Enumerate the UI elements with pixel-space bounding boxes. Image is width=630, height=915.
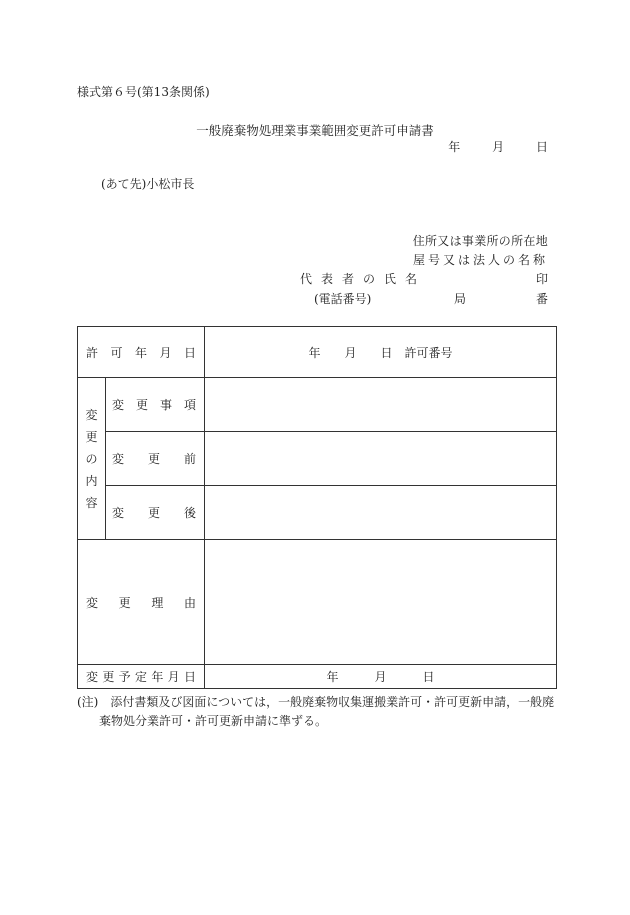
date-day: 日 <box>535 140 548 154</box>
seal-mark: 印 <box>535 272 548 286</box>
phone-exchange: 局 <box>454 292 467 306</box>
change-item-field[interactable] <box>205 378 557 432</box>
after-change-field[interactable] <box>205 486 557 540</box>
representative-label: 代表者の氏名 <box>300 272 427 286</box>
before-change-row <box>78 432 557 486</box>
business-name-label: 屋号又は法人の名称 <box>412 253 548 267</box>
date-year: 年 <box>448 140 461 154</box>
after-change-row <box>78 486 557 540</box>
before-change-field[interactable] <box>205 432 557 486</box>
change-item-label: 変 更 事 項 <box>106 378 205 432</box>
addressee: (あて先)小松市長 <box>101 177 195 191</box>
reason-label: 変 更 理 由 <box>78 540 205 665</box>
before-change-label: 変 更 前 <box>106 432 205 486</box>
permit-date-field[interactable]: 年 月 日 許可番号 <box>205 327 557 378</box>
phone-label: (電話番号) <box>314 292 372 306</box>
form-number: 様式第６号(第13条関係) <box>77 85 210 99</box>
phone-number-suffix: 番 <box>535 292 548 306</box>
representative-row <box>300 273 548 285</box>
application-date <box>420 141 548 153</box>
permit-date-label: 許 可 年 月 日 <box>78 327 205 378</box>
note-line-1: (注) 添付書類及び図面については，一般廃棄物収集運搬業許可・許可更新申請，一般廃 <box>77 695 555 709</box>
phone-row <box>314 293 548 305</box>
note-line-2: 棄物処分業許可・許可更新申請に準ずる。 <box>99 714 328 728</box>
date-month: 月 <box>492 140 505 154</box>
scheduled-date-label: 変 更 予 定 年 月 日 <box>78 665 205 689</box>
application-form-table <box>77 326 557 689</box>
scheduled-date-field[interactable]: 年 月 日 <box>205 665 557 689</box>
permit-date-row <box>78 327 557 378</box>
change-item-row <box>78 378 557 432</box>
reason-row <box>78 540 557 665</box>
reason-field[interactable] <box>205 540 557 665</box>
scheduled-date-row <box>78 665 557 689</box>
after-change-label: 変 更 後 <box>106 486 205 540</box>
notes <box>77 693 554 731</box>
address-label: 住所又は事業所の所在地 <box>412 234 548 248</box>
change-content-label: 変 更 の 内 容 <box>78 378 106 540</box>
document-title: 一般廃棄物処理業事業範囲変更許可申請書 <box>196 123 434 138</box>
